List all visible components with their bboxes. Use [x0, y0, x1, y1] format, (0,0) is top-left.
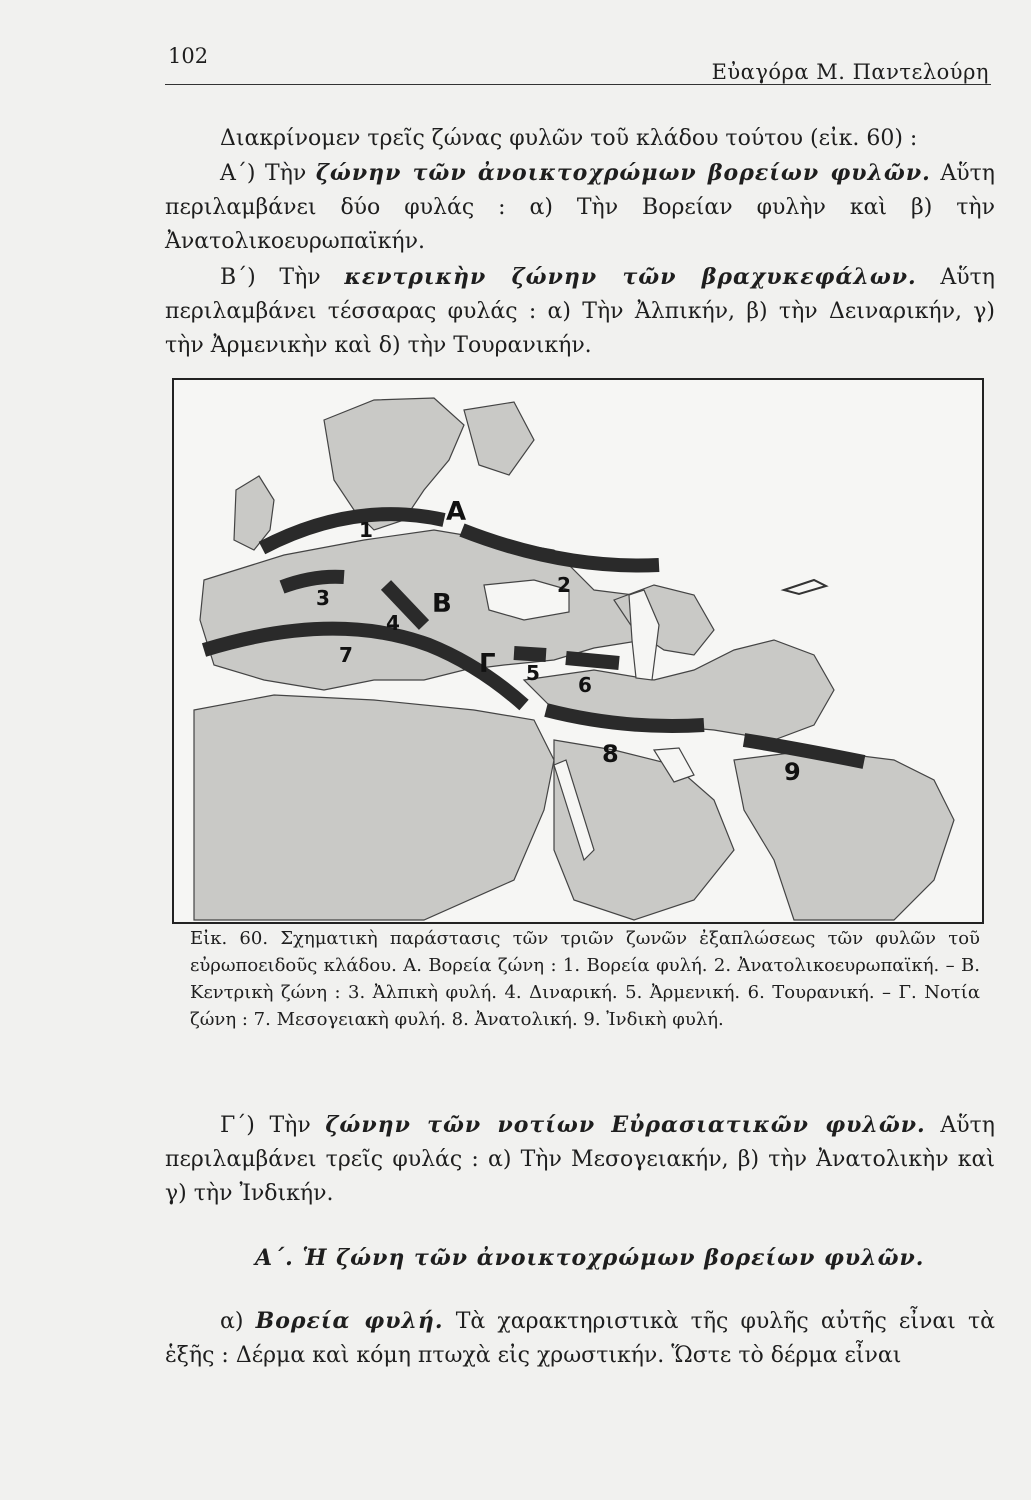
subsection-prefix: α) — [220, 1309, 244, 1334]
zone-a-paragraph — [165, 156, 995, 259]
label-3: 3 — [316, 586, 330, 610]
label-zone-g: Γ — [479, 649, 496, 679]
header-rule — [165, 84, 991, 85]
landmass-finland — [464, 402, 534, 475]
zone-g-text: Αὕτη περιλαμβάνει τρεῖς φυλάς : α) Τὴν Μεσογειακήν, β) τὴν Ἀνατολικὴν καὶ γ) τὴν Ἰνδικήν. — [165, 1113, 995, 1206]
zones-map — [174, 380, 982, 922]
zone-g-title: ζώνην τῶν νοτίων Εὐρασιατικῶν φυλῶν. — [325, 1112, 926, 1138]
zone-b-paragraph — [165, 260, 995, 363]
zone-b-prefix: Β΄) Τὴν — [220, 265, 321, 290]
label-1: 1 — [359, 518, 373, 542]
zone-g-paragraph — [165, 1108, 995, 1211]
label-2: 2 — [557, 573, 571, 597]
zone-b-title: κεντρικὴν ζώνην τῶν βραχυκεφάλων. — [344, 264, 917, 290]
zone-a-text: Αὕτη περιλαμβάνει δύο φυλάς : α) Τὴν Βορείαν φυλὴν καὶ β) τὴν Ἀνατολικοευρωπαϊκήν. — [165, 161, 995, 254]
zone-b-text: Αὕτη περιλαμβάνει τέσσαρας φυλάς : α) Τὴν Ἀλπικήν, β) τὴν Δειναρικήν, γ) τὴν Ἀρμενικὴν καὶ δ) τὴν Τουρανικήν. — [165, 265, 995, 358]
zone-g-prefix: Γ΄) Τὴν — [220, 1113, 311, 1138]
band-5-armenian — [514, 653, 546, 655]
label-5: 5 — [526, 661, 540, 685]
landmass-india — [734, 750, 954, 920]
label-9: 9 — [784, 758, 801, 786]
subsection-paragraph — [165, 1304, 995, 1373]
landmass-north-africa — [194, 695, 554, 920]
figure-caption: Εἰκ. 60. Σχηματικὴ παράστασις τῶν τριῶν ζωνῶν ἐξαπλώσεως τῶν φυλῶν τοῦ εὐρωποειδοῦς κλάδου. Α. Βορεία ζώνη : 1. Βορεία φυλή. 2. Ἀνατολικοευρωπαϊκή. – Β. Κεντρικὴ ζώνη : 3. Ἀλπικὴ φυλή. 4. Διναρική. 5. Ἀρμενική. 6. Τουρανική. – Γ. Νοτία ζώνη : 7. Μεσογειακὴ φυλή. 8. Ἀνατολική. 9. Ἰνδικὴ φυλή. — [190, 928, 980, 1030]
page-number: 102 — [168, 44, 209, 68]
zone-a-prefix: Α΄) Τὴν — [220, 161, 307, 186]
label-7: 7 — [339, 643, 353, 667]
label-zone-a: Α — [446, 497, 467, 527]
label-4: 4 — [386, 611, 400, 635]
intro-text: Διακρίνομεν τρεῖς ζώνας φυλῶν τοῦ κλάδου τούτου (εἰκ. 60) : — [220, 126, 918, 151]
running-head: Εὐαγόρα Μ. Παντελούρη — [711, 60, 989, 84]
label-zone-b: Β — [432, 589, 452, 619]
intro-paragraph — [165, 122, 995, 156]
figure-map — [172, 378, 984, 924]
subsection-title: Βορεία φυλή. — [255, 1308, 444, 1334]
label-8: 8 — [602, 740, 619, 768]
band-6-turanian — [566, 658, 619, 663]
label-6: 6 — [578, 673, 592, 697]
section-heading: Α΄. Ἡ ζώνη τῶν ἀνοικτοχρώμων βορείων φυλῶν. — [255, 1245, 925, 1271]
lake-island — [784, 580, 826, 594]
subsection-text: Τὰ χαρακτηριστικὰ τῆς φυλῆς αὐτῆς εἶναι τὰ ἑξῆς : Δέρμα καὶ κόμη πτωχὰ εἰς χρωστικήν. Ὥστε τὸ δέρμα εἶναι — [165, 1309, 996, 1368]
zone-a-title: ζώνην τῶν ἀνοικτοχρώμων βορείων φυλῶν. — [315, 160, 931, 186]
